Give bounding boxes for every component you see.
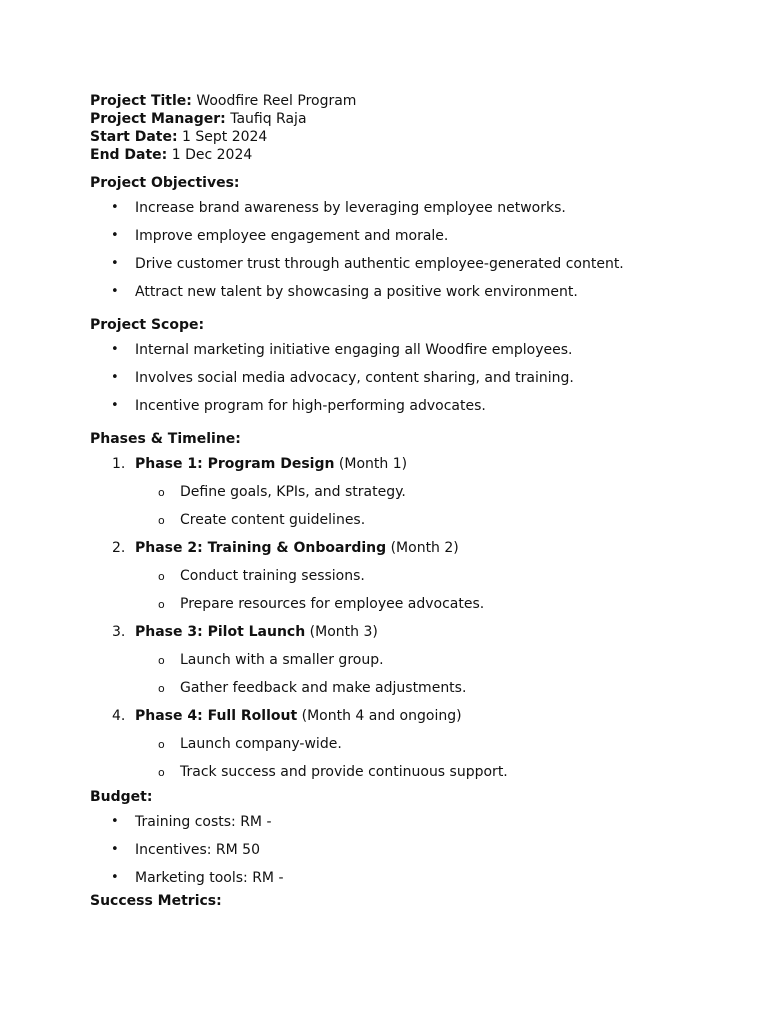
task-item bbox=[90, 758, 768, 786]
phases-list bbox=[90, 450, 768, 786]
phase-tasks bbox=[90, 646, 768, 702]
list-item bbox=[90, 836, 768, 864]
list-item-text: Marketing tools: RM - bbox=[135, 870, 284, 886]
sub-bullet-icon: o bbox=[158, 514, 165, 527]
end-date-line bbox=[90, 146, 768, 164]
phase-row bbox=[90, 702, 768, 730]
task-item bbox=[90, 674, 768, 702]
list-item-text: Involves social media advocacy, content sharing, and training. bbox=[135, 370, 574, 386]
list-item-text: Improve employee engagement and morale. bbox=[135, 228, 449, 244]
task-item bbox=[90, 646, 768, 674]
sub-bullet-icon: o bbox=[158, 570, 165, 583]
bullet-icon: • bbox=[111, 342, 119, 357]
list-item bbox=[90, 222, 768, 250]
budget-heading: Budget: bbox=[90, 789, 153, 805]
phase-name: Phase 2: Training & Onboarding bbox=[135, 540, 387, 556]
bullet-icon: • bbox=[111, 370, 119, 385]
bullet-icon: • bbox=[111, 256, 119, 271]
sub-bullet-icon: o bbox=[158, 598, 165, 611]
list-item-text: Incentives: RM 50 bbox=[135, 842, 260, 858]
project-manager-label: Project Manager: bbox=[90, 111, 226, 127]
phase-row bbox=[90, 534, 768, 562]
phase-number: 2. bbox=[112, 540, 126, 556]
phase-number: 3. bbox=[112, 624, 126, 640]
objectives-list bbox=[90, 194, 768, 306]
bullet-icon: • bbox=[111, 200, 119, 215]
list-item bbox=[90, 392, 768, 420]
start-date-line bbox=[90, 128, 768, 146]
list-item bbox=[90, 250, 768, 278]
list-item bbox=[90, 808, 768, 836]
phase-tasks bbox=[90, 478, 768, 534]
list-item-text: Internal marketing initiative engaging all Woodfire employees. bbox=[135, 342, 573, 358]
end-date-label: End Date: bbox=[90, 147, 168, 163]
task-text: Gather feedback and make adjustments. bbox=[180, 680, 467, 696]
phase-number: 1. bbox=[112, 456, 126, 472]
project-manager-line bbox=[90, 110, 768, 128]
task-text: Track success and provide continuous support. bbox=[180, 764, 508, 780]
project-manager-value: Taufiq Raja bbox=[230, 111, 307, 127]
phases-heading: Phases & Timeline: bbox=[90, 431, 241, 447]
project-title-value: Woodfire Reel Program bbox=[196, 93, 357, 109]
sub-bullet-icon: o bbox=[158, 682, 165, 695]
sub-bullet-icon: o bbox=[158, 654, 165, 667]
phase-item bbox=[90, 702, 768, 786]
task-text: Define goals, KPIs, and strategy. bbox=[180, 484, 406, 500]
start-date-label: Start Date: bbox=[90, 129, 178, 145]
phase-timing: (Month 1) bbox=[334, 456, 408, 472]
bullet-icon: • bbox=[111, 398, 119, 413]
project-title-line bbox=[90, 92, 768, 110]
project-title-label: Project Title: bbox=[90, 93, 192, 109]
start-date-value: 1 Sept 2024 bbox=[182, 129, 268, 145]
list-item bbox=[90, 364, 768, 392]
list-item-text: Increase brand awareness by leveraging employee networks. bbox=[135, 200, 566, 216]
sub-bullet-icon: o bbox=[158, 766, 165, 779]
list-item bbox=[90, 336, 768, 364]
project-meta bbox=[90, 92, 768, 164]
task-text: Conduct training sessions. bbox=[180, 568, 365, 584]
phase-timing: (Month 4 and ongoing) bbox=[297, 708, 462, 724]
task-item bbox=[90, 506, 768, 534]
phase-name: Phase 3: Pilot Launch bbox=[135, 624, 306, 640]
scope-list bbox=[90, 336, 768, 420]
bullet-icon: • bbox=[111, 814, 119, 829]
list-item-text: Training costs: RM - bbox=[135, 814, 272, 830]
phase-tasks bbox=[90, 562, 768, 618]
phase-item bbox=[90, 534, 768, 618]
list-item-text: Incentive program for high-performing advocates. bbox=[135, 398, 486, 414]
list-item bbox=[90, 864, 768, 892]
bullet-icon: • bbox=[111, 228, 119, 243]
objectives-heading: Project Objectives: bbox=[90, 175, 240, 191]
bullet-icon: • bbox=[111, 842, 119, 857]
sub-bullet-icon: o bbox=[158, 738, 165, 751]
task-text: Launch with a smaller group. bbox=[180, 652, 384, 668]
task-item bbox=[90, 590, 768, 618]
list-item bbox=[90, 194, 768, 222]
success-metrics-heading: Success Metrics: bbox=[90, 893, 222, 909]
phase-timing: (Month 2) bbox=[386, 540, 459, 556]
task-text: Create content guidelines. bbox=[180, 512, 366, 528]
bullet-icon: • bbox=[111, 870, 119, 885]
phase-row bbox=[90, 450, 768, 478]
task-item bbox=[90, 562, 768, 590]
phase-number: 4. bbox=[112, 708, 126, 724]
scope-heading: Project Scope: bbox=[90, 317, 205, 333]
phase-timing: (Month 3) bbox=[305, 624, 378, 640]
end-date-value: 1 Dec 2024 bbox=[171, 147, 253, 163]
phase-name: Phase 4: Full Rollout bbox=[135, 708, 298, 724]
list-item bbox=[90, 278, 768, 306]
task-text: Prepare resources for employee advocates. bbox=[180, 596, 485, 612]
task-item bbox=[90, 730, 768, 758]
sub-bullet-icon: o bbox=[158, 486, 165, 499]
phase-tasks bbox=[90, 730, 768, 786]
budget-list bbox=[90, 808, 768, 892]
task-item bbox=[90, 478, 768, 506]
list-item-text: Drive customer trust through authentic employee-generated content. bbox=[135, 256, 624, 272]
task-text: Launch company-wide. bbox=[180, 736, 342, 752]
phase-name: Phase 1: Program Design bbox=[135, 456, 335, 472]
phase-item bbox=[90, 450, 768, 534]
phase-row bbox=[90, 618, 768, 646]
bullet-icon: • bbox=[111, 284, 119, 299]
phase-item bbox=[90, 618, 768, 702]
list-item-text: Attract new talent by showcasing a positive work environment. bbox=[135, 284, 578, 300]
